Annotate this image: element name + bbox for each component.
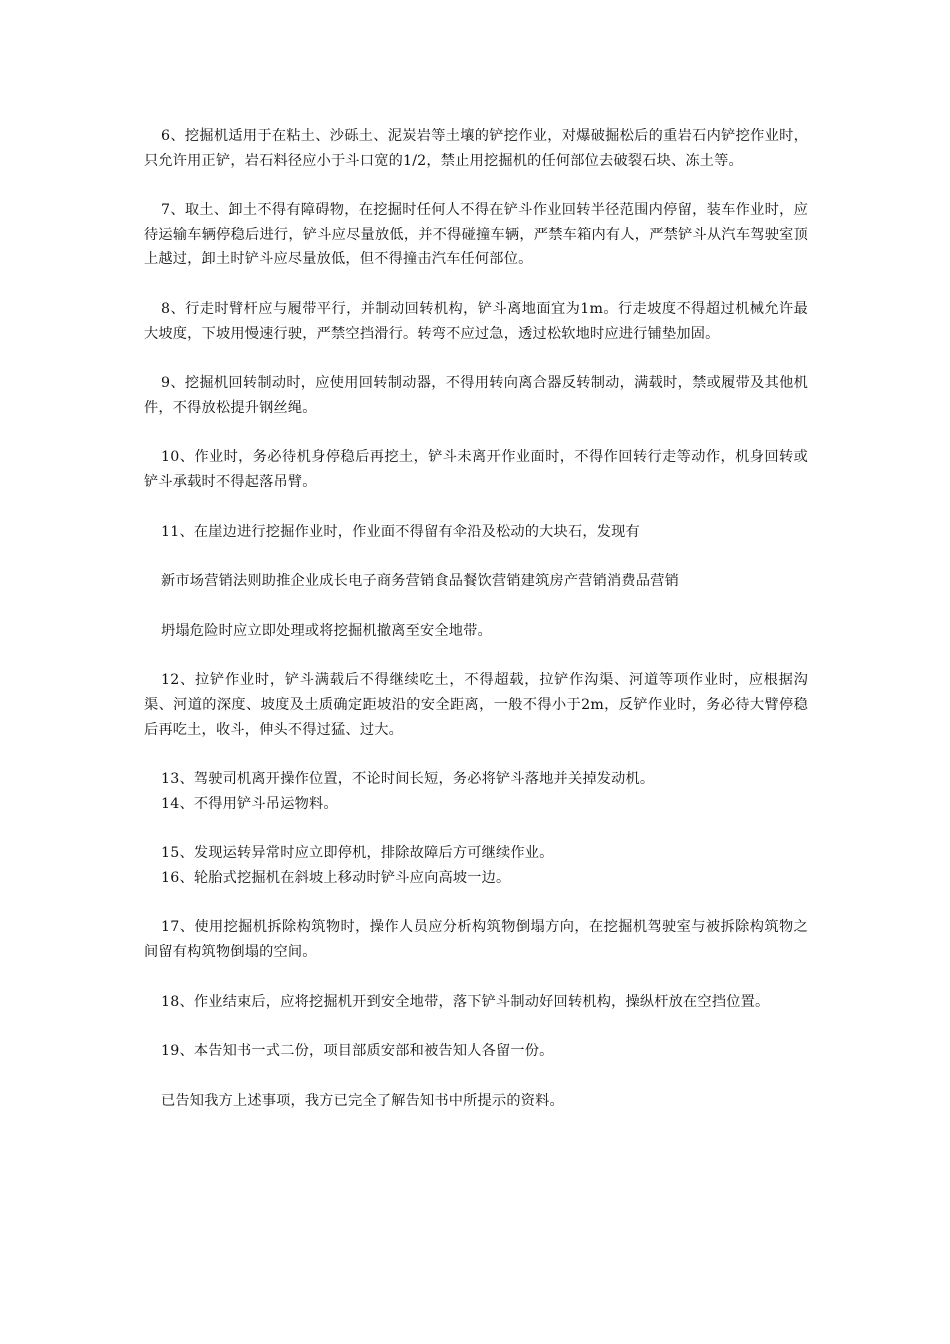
paragraph-12: 12、拉铲作业时，铲斗满载后不得继续吃土，不得超载，拉铲作沟渠、河道等项作业时，应根据沟渠、河道的深度、坡度及土质确定距坡沿的安全距离，一般不得小于2m，反铲作业时，务必待大臂停稳后再吃土，收斗，伸头不得过猛、过大。 xyxy=(144,672,808,738)
paragraph-19: 19、本告知书一式二份，项目部质安部和被告知人各留一份。 xyxy=(161,1043,554,1060)
paragraph-10: 10、作业时，务必待机身停稳后再挖土，铲斗未离开作业面时，不得作回转行走等动作，机身回转或铲斗承载时不得起落吊臂。 xyxy=(144,449,808,490)
paragraph-9: 9、挖掘机回转制动时，应使用回转制动器，不得用转向离合器反转制动，满载时，禁或履带及其他机件，不得放松提升钢丝绳。 xyxy=(144,375,808,416)
inserted-ad-line: 新市场营销法则助推企业成长电子商务营销食品餐饮营销建筑房产营销消费品营销 xyxy=(161,573,679,590)
paragraph-17: 17、使用挖掘机拆除构筑物时，操作人员应分析构筑物倒塌方向，在挖掘机驾驶室与被拆除构筑物之间留有构筑物倒塌的空间。 xyxy=(144,919,808,961)
document-body xyxy=(144,124,808,1113)
paragraph-6: 6、挖掘机适用于在粘土、沙砾土、泥炭岩等土壤的铲挖作业，对爆破掘松后的重岩石内铲挖作业时，只允许用正铲，岩石料径应小于斗口宽的1/2，禁止用挖掘机的任何部位去破裂石块、冻土等。 xyxy=(144,128,808,169)
paragraph-8: 8、行走时臂杆应与履带平行，并制动回转机构，铲斗离地面宜为1m。行走坡度不得超过机械允许最大坡度，下坡用慢速行驶，严禁空挡滑行。转弯不应过急，透过松软地时应进行铺垫加固。 xyxy=(144,300,808,342)
paragraph-14: 14、不得用铲斗吊运物料。 xyxy=(161,795,338,812)
paragraph-11-continued: 坍塌危险时应立即处理或将挖掘机撤离至安全地带。 xyxy=(161,622,492,639)
paragraph-13: 13、驾驶司机离开操作位置，不论时间长短，务必将铲斗落地并关掉发动机。 xyxy=(161,771,655,788)
paragraph-7: 7、取土、卸土不得有障碍物，在挖掘时任何人不得在铲斗作业回转半径范围内停留，装车作业时，应待运输车辆停稳后进行，铲斗应尽量放低，并不得碰撞车辆，严禁车箱内有人，严禁铲斗从汽车驾驶室顶上越过，卸土时铲斗应尽量放低，但不得撞击汽车任何部位。 xyxy=(144,202,808,268)
acknowledgement-statement: 已告知我方上述事项，我方已完全了解告知书中所提示的资料。 xyxy=(161,1092,564,1109)
paragraph-15: 15、发现运转异常时应立即停机，排除故障后方可继续作业。 xyxy=(161,845,554,862)
paragraph-16: 16、轮胎式挖掘机在斜坡上移动时铲斗应向高坡一边。 xyxy=(161,869,511,886)
paragraph-11: 11、在崖边进行挖掘作业时，作业面不得留有伞沿及松动的大块石，发现有 xyxy=(161,523,640,540)
paragraph-18: 18、作业结束后，应将挖掘机开到安全地带，落下铲斗制动好回转机构，操纵杆放在空挡位置。 xyxy=(161,993,770,1010)
